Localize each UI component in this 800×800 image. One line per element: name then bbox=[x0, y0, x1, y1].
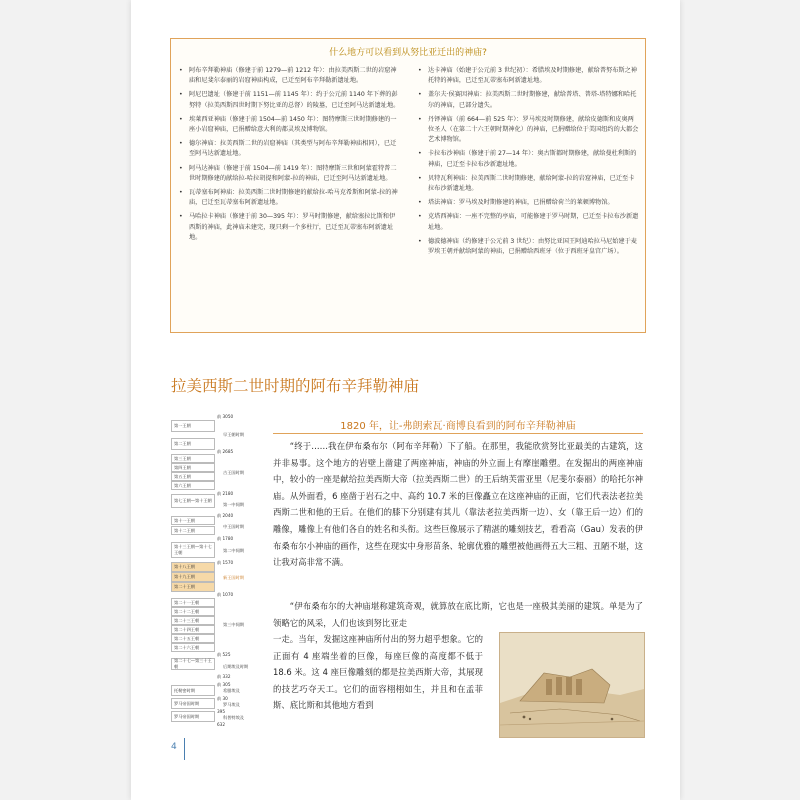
timeline-period: 科普特埃及 bbox=[223, 715, 244, 720]
timeline-year: 前 2685 bbox=[217, 449, 234, 454]
list-item: • 阿布辛拜勒神庙（修建于前 1279—前 1212 年）：由拉美西斯二世的岩窟神庙和尼斐尔泰丽的岩窟神庙构成，已迁至阿布辛拜勒新遗址地。 bbox=[179, 66, 401, 86]
timeline-period-highlight: 新王国时期 bbox=[223, 575, 244, 580]
list-item: • 阿尼巴遗址（修建于前 1151—前 1145 年）：约于公元前 1140 年下葬的彭努特（拉美西斯四世时期下努比亚的总督）的陵墓，已迁至阿马达新遗址地。 bbox=[179, 90, 401, 110]
timeline-dynasty: 托勒密时期 bbox=[171, 685, 215, 696]
timeline-dynasty: 第三王朝 bbox=[171, 454, 215, 463]
timeline-period: 第二中间期 bbox=[223, 548, 244, 553]
timeline-year: 前 30 bbox=[217, 696, 228, 701]
timeline-dynasty: 第二十三王朝 bbox=[171, 616, 215, 625]
timeline-dynasty: 第一王朝 bbox=[171, 420, 215, 432]
timeline-year: 前 1570 bbox=[217, 560, 234, 565]
temple-illustration-drawing bbox=[500, 633, 644, 737]
timeline-period: 罗马埃及 bbox=[223, 702, 240, 707]
list-item: • 德波德神庙（约修建于公元前 3 世纪）：由努比亚国王阿迪哈拉马尼始建于麦罗埃王朝并献给阿蒙的神庙，已捐赠给西班牙（位于西班牙皇宫广场）。 bbox=[418, 237, 640, 257]
book-page bbox=[131, 0, 680, 800]
timeline-year: 前 525 bbox=[217, 652, 231, 657]
temple-illustration bbox=[499, 632, 645, 738]
timeline-year: 前 332 bbox=[217, 674, 231, 679]
timeline-period: 早王朝时期 bbox=[223, 432, 244, 437]
timeline-dynasty: 第五王朝 bbox=[171, 472, 215, 481]
body-paragraph: 一走。当年，发掘这座神庙所付出的努力超乎想象。它的正面有 4 座端坐着的巨像，每座巨像的高度都不低于 18.6 米。这 4 座巨像雕刻的都是拉美西斯大帝，其展现的技艺巧夺天工。它们的面容栩栩如生，并且和在孟菲斯、底比斯和其他地方看到 bbox=[273, 634, 483, 711]
timeline-dynasty: 第十一王朝 bbox=[171, 516, 215, 525]
timeline-dynasty-highlight: 第十九王朝 bbox=[171, 572, 215, 582]
timeline-year: 395 bbox=[217, 709, 225, 714]
timeline-dynasty: 罗马帝国时期 bbox=[171, 698, 215, 709]
timeline-dynasty: 第六王朝 bbox=[171, 481, 215, 490]
list-item: • 贝特瓦利神庙：拉美西斯二世时期修建，献给阿蒙-拉的岩窟神庙，已迁至卡拉布沙新遗址地。 bbox=[418, 174, 640, 194]
timeline-dynasty-highlight: 第十八王朝 bbox=[171, 562, 215, 572]
timeline-dynasty: 第二十六王朝 bbox=[171, 643, 215, 652]
info-box-right-column bbox=[418, 66, 640, 261]
list-item: • 盖尔夫·侯赛因神庙：拉美西斯二世时期修建，献给普塔、普塔-塔特娜和哈托尔的神庙，已部分遗失。 bbox=[418, 90, 640, 110]
list-item: • 达卡神庙（始建于公元前 3 世纪初）：希腊埃及时期修建，献给普努布斯之神托特的神庙，已迁至瓦蒂塞布阿新遗址地。 bbox=[418, 66, 640, 86]
timeline-dynasty: 第二十四王朝 bbox=[171, 625, 215, 634]
timeline-year: 前 2040 bbox=[217, 513, 234, 518]
timeline-dynasty: 第二十二王朝 bbox=[171, 607, 215, 616]
timeline-year: 前 305 bbox=[217, 682, 231, 687]
timeline-dynasty: 第七王朝—第十王朝 bbox=[171, 494, 215, 508]
list-item: • 阿马达神庙（修建于前 1504—前 1419 年）：图特摩斯三世和阿蒙霍特普二世时期修建的献给拉-哈拉胡提和阿蒙-拉的神庙，已迁至阿马达新遗址地。 bbox=[179, 164, 401, 184]
timeline-dynasty: 第二十五王朝 bbox=[171, 634, 215, 643]
timeline-period: 第三中间期 bbox=[223, 622, 244, 627]
subheading: 1820 年，让-弗朗索瓦·商博良看到的阿布辛拜勒神庙 bbox=[340, 421, 576, 432]
list-item: • 丹铎神庙（前 664—前 525 年）：罗马埃及时期修建，献给皮德斯和皮奥两位圣人（在第二十六王朝时期神化）的神庙，已捐赠给位于美国纽约的大都会艺术博物馆。 bbox=[418, 115, 640, 146]
timeline-dynasty: 罗马帝国时期 bbox=[171, 711, 215, 722]
list-item: • 马哈拉卡神庙（修建于前 30—395 年）：罗马时期修建，献给塞拉比斯和伊西斯的神庙，此神庙未建完，现只剩一个多柱厅，已迁至瓦蒂塞布阿新遗址地。 bbox=[179, 212, 401, 243]
timeline-period: 希腊埃及 bbox=[223, 688, 240, 693]
timeline-year: 前 3050 bbox=[217, 414, 234, 419]
subheading-divider bbox=[273, 433, 643, 434]
timeline-year: 前 2180 bbox=[217, 491, 234, 496]
timeline-dynasty: 第十二王朝 bbox=[171, 526, 215, 535]
timeline-dynasty-highlight: 第二十王朝 bbox=[171, 582, 215, 592]
list-item: • 德尔神庙：拉美西斯二世的岩窟神庙（其类型与阿布辛拜勒神庙相同），已迁至阿马达新遗址地。 bbox=[179, 139, 401, 159]
list-item: • 埃莱西亚神庙（修建于前 1504—前 1450 年）：图特摩斯三世时期修建的一座小岩窟神庙，已捐赠给意大利的都灵埃及博物馆。 bbox=[179, 115, 401, 135]
timeline-dynasty: 第二王朝 bbox=[171, 438, 215, 450]
timeline-period: 中王国时期 bbox=[223, 524, 244, 529]
timeline-dynasty: 第十三王朝—第十七王朝 bbox=[171, 542, 215, 558]
timeline-year: 前 1070 bbox=[217, 592, 234, 597]
info-box bbox=[170, 38, 646, 333]
body-paragraph: “伊布桑布尔的大神庙堪称建筑奇观，就算放在底比斯，它也是一座极其美丽的建筑。单是为了领略它的风采，人们也该到努比亚走 bbox=[273, 601, 643, 628]
timeline-year: 632 bbox=[217, 722, 225, 727]
page-number-rule bbox=[184, 738, 185, 760]
timeline-dynasty: 第二十一王朝 bbox=[171, 598, 215, 607]
body-paragraph: “终于……我在伊布桑布尔（阿布辛拜勒）下了船。在那里，我能欣赏努比亚最美的古建筑，这并非易事。这个地方的岩壁上凿建了两座神庙，神庙的外立面上有摩崖雕塑。在发掘出的两座神庙中，较小的一座是献给拉美西斯大帝（拉美西斯二世）的王后纳芙雷亚里（尼斐尔泰丽）的哈托尔神庙。从外面看，6 座凿于岩石之中、高约 10.7 米的巨像矗立在这座神庙的正面，它们代表法老拉美西斯二世和他的王后。在他们的膝下分别建有其儿（靠法老拉美西斯一边）、女（靠王后一边）们的雕像，雕像上有他们各自的姓名和头衔。这些巨像展示了精湛的雕刻技艺，看看高（Gau）发表的伊布桑布尔小神庙的画作，这些在现实中身形苗条、轮廓优雅的雕塑被他画得五大三粗、丑陋不堪，这让我对高非常不满。 bbox=[273, 441, 643, 568]
list-item: • 卡拉布沙神庙（修建于前 27—14 年）：奥古斯都时期修建，献给曼杜利斯的神庙，已迁至卡拉布沙新遗址地。 bbox=[418, 149, 640, 169]
section-heading: 拉美西斯二世时期的阿布辛拜勒神庙 bbox=[171, 377, 420, 395]
timeline-dynasty: 第四王朝 bbox=[171, 463, 215, 472]
timeline-period: 古王国时期 bbox=[223, 470, 244, 475]
info-box-title: 什么地方可以看到从努比亚迁出的神庙? bbox=[329, 48, 487, 58]
info-box-left-column bbox=[179, 66, 401, 247]
timeline-year: 前 1780 bbox=[217, 536, 234, 541]
timeline-sidebar bbox=[171, 412, 263, 730]
page-number: 4 bbox=[171, 742, 177, 752]
timeline-dynasty: 第二十七—第三十王朝 bbox=[171, 658, 215, 670]
timeline-period: 第一中间期 bbox=[223, 502, 244, 507]
list-item: • 塔法神庙：罗马埃及时期修建的神庙，已捐赠给荷兰的莱顿博物馆。 bbox=[418, 198, 640, 208]
list-item: • 克塔西神庙：一座不完整的亭庙，可能修建于罗马时期，已迁至卡拉布沙新遗址地。 bbox=[418, 212, 640, 232]
list-item: • 瓦蒂塞布阿神庙：拉美西斯二世时期修建的献给拉-哈马克希斯和阿蒙-拉的神庙，已迁至瓦蒂塞布阿新遗址地。 bbox=[179, 188, 401, 208]
timeline-period: 后期埃及时期 bbox=[223, 664, 249, 669]
